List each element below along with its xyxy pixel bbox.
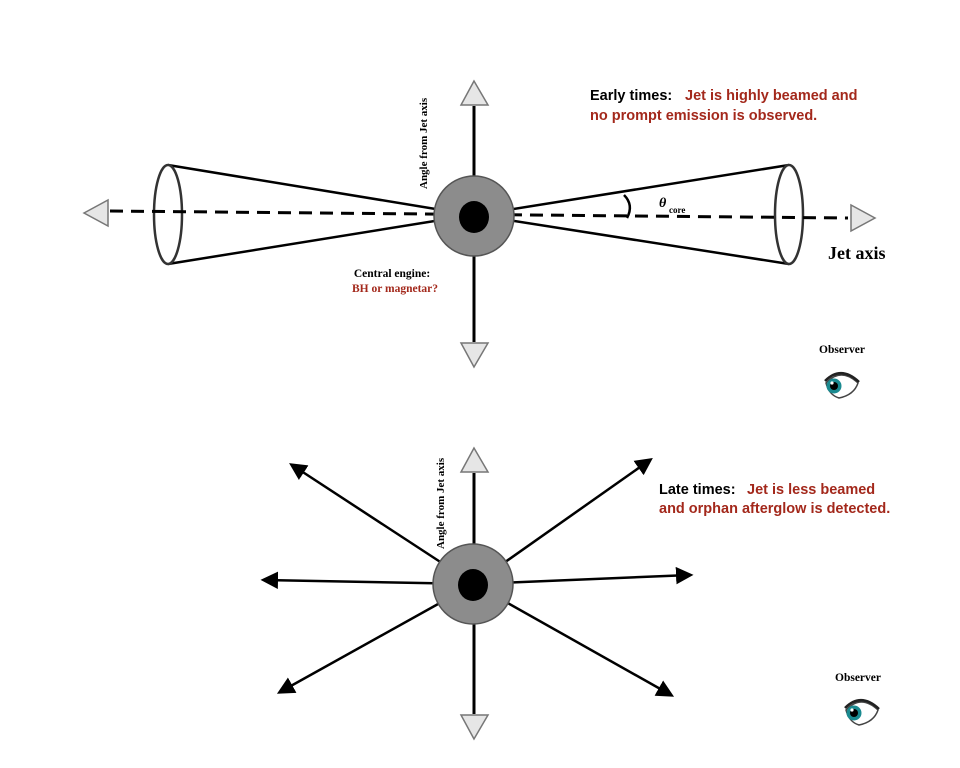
eye-icon: [825, 373, 859, 398]
jet-axis-arrowhead-right: [851, 205, 875, 231]
top-caption-line2: no prompt emission is observed.: [590, 108, 818, 124]
theta-symbol: θ: [659, 196, 667, 211]
jet-axis-arrowhead-left: [84, 200, 108, 226]
theta-subscript: core: [669, 205, 686, 215]
right-jet-cone: [476, 165, 803, 264]
top-axis-arrowhead-down: [461, 343, 488, 367]
bottom-observer-label: Observer: [835, 672, 881, 684]
jet-axis-label: Jet axis: [828, 243, 886, 263]
top-vertical-axis-label: Angle from Jet axis: [418, 97, 430, 189]
bottom-axis-arrowhead-down: [461, 715, 488, 739]
engine-question: BH or magnetar?: [351, 283, 439, 295]
bottom-panel: [264, 448, 890, 739]
top-observer-label: Observer: [819, 344, 865, 356]
bottom-caption-line2: and orphan afterglow is detected.: [659, 501, 891, 517]
central-core: [459, 201, 489, 233]
bottom-axis-arrowhead-up: [461, 448, 488, 472]
eye-icon: [845, 700, 879, 725]
bottom-vertical-axis-label: Angle from Jet axis: [435, 457, 447, 549]
top-axis-arrowhead-up: [461, 81, 488, 105]
top-panel: [84, 81, 886, 398]
bottom-caption-prefix: Late times:: [659, 482, 736, 498]
top-caption-line1: Jet is highly beamed and: [685, 88, 858, 104]
engine-label: Central engine:: [353, 268, 431, 280]
top-caption-prefix: Early times:: [590, 88, 673, 104]
bottom-central-core: [458, 569, 488, 601]
bottom-caption-line1: Jet is less beamed: [747, 482, 876, 498]
